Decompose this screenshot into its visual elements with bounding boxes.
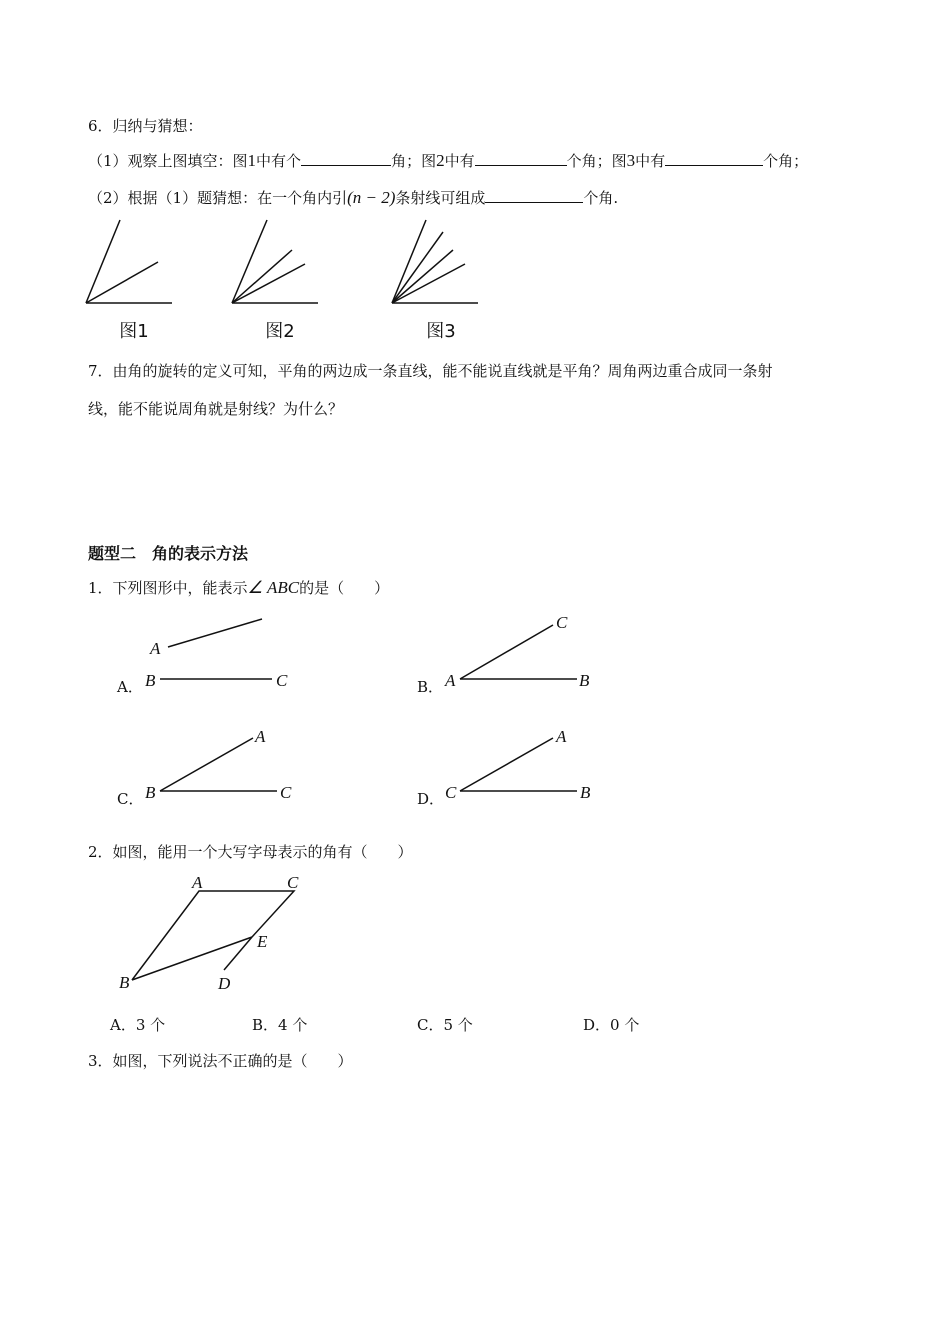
s1-figure-d-label-top: A [556,727,567,746]
s1-figure-a-label-left: B [145,671,156,690]
q7-line2: 线，能不能说周角就是射线？为什么？ [88,400,344,418]
s1-figure-c-label-left: B [145,783,156,802]
q6-part1-text-d: 角；图 [391,152,437,170]
q6-part2-text-a: （2）根据（1）题猜想：在一个角内引 [88,189,348,207]
q6-part2-text-b: 条射线可组成 [395,189,486,207]
s2-option-d[interactable]: D．0 个 [583,1016,640,1034]
s1-text-a: 1．下列图形中，能表示 [88,579,248,597]
q7-line1: 7．由角的旋转的定义可知，平角的两边成一条直线，能不能说直线就是平角？周角两边重合成同一条射 [88,362,773,380]
q6-part1-text-j: 个角； [763,152,809,170]
q6-part1-fig1: 1 [247,151,257,170]
q6-part2-math: (n − 2) [347,188,396,207]
s1-option-d-label[interactable]: D． [417,790,445,808]
s2-option-b[interactable]: B．4 个 [252,1016,308,1034]
s1-option-b-label[interactable]: B． [417,678,444,696]
s1-option-c-label[interactable]: C． [117,790,144,808]
s1-figure-a-label-top: A [150,639,161,658]
s1-figure-d-label-left: C [445,783,457,802]
q6-part1-text-f: 中有 [444,152,475,170]
s1-figure-c-label-right: C [280,783,292,802]
s2-label-c: C [287,873,299,892]
s1-figure-b-label-left: A [445,671,456,690]
q6-part1-fig3: 3 [626,151,636,170]
s2-label-b: B [119,973,130,992]
s2-label-e: E [257,932,268,951]
q6-part1-text-c: 中有个 [256,152,302,170]
s2-label-d: D [218,974,231,993]
q6-figure-3-caption: 图3 [426,321,456,342]
q6-part1-text-a: （1）观察上图填空：图 [88,152,248,170]
q6-part1-text-g: 个角；图 [566,152,627,170]
s1-figure-a-label-right: C [276,671,288,690]
s2-figure-quad [132,891,294,980]
s1-figure-c-label-top: A [255,727,266,746]
s1-figure-b-label-right: B [579,671,590,690]
q6-part2-text-c: 个角. [583,189,619,207]
s1-option-a-label[interactable]: A． [117,678,143,696]
s1-text-b: 的是（ ） [299,579,390,597]
q6-figure-1-caption: 图1 [119,321,149,342]
s2-question: 2．如图，能用一个大写字母表示的角有（ ） [88,843,413,861]
section-title: 题型二 角的表示方法 [88,544,249,563]
q6-title: 6．归纳与猜想： [88,117,203,135]
q6-figure-2-caption: 图2 [265,321,295,342]
s2-label-a: A [192,873,203,892]
s1-math: ∠ ABC [247,578,300,597]
s3-question: 3．如图，下列说法不正确的是（ ） [88,1052,353,1070]
s2-option-c[interactable]: C．5 个 [417,1016,473,1034]
s2-option-a[interactable]: A．3 个 [110,1016,166,1034]
s1-figure-b-label-top: C [556,613,568,632]
q6-part1-text-i: 中有 [635,152,666,170]
s1-figure-d-label-right: B [580,783,591,802]
q6-part1-fig2: 2 [436,151,445,170]
